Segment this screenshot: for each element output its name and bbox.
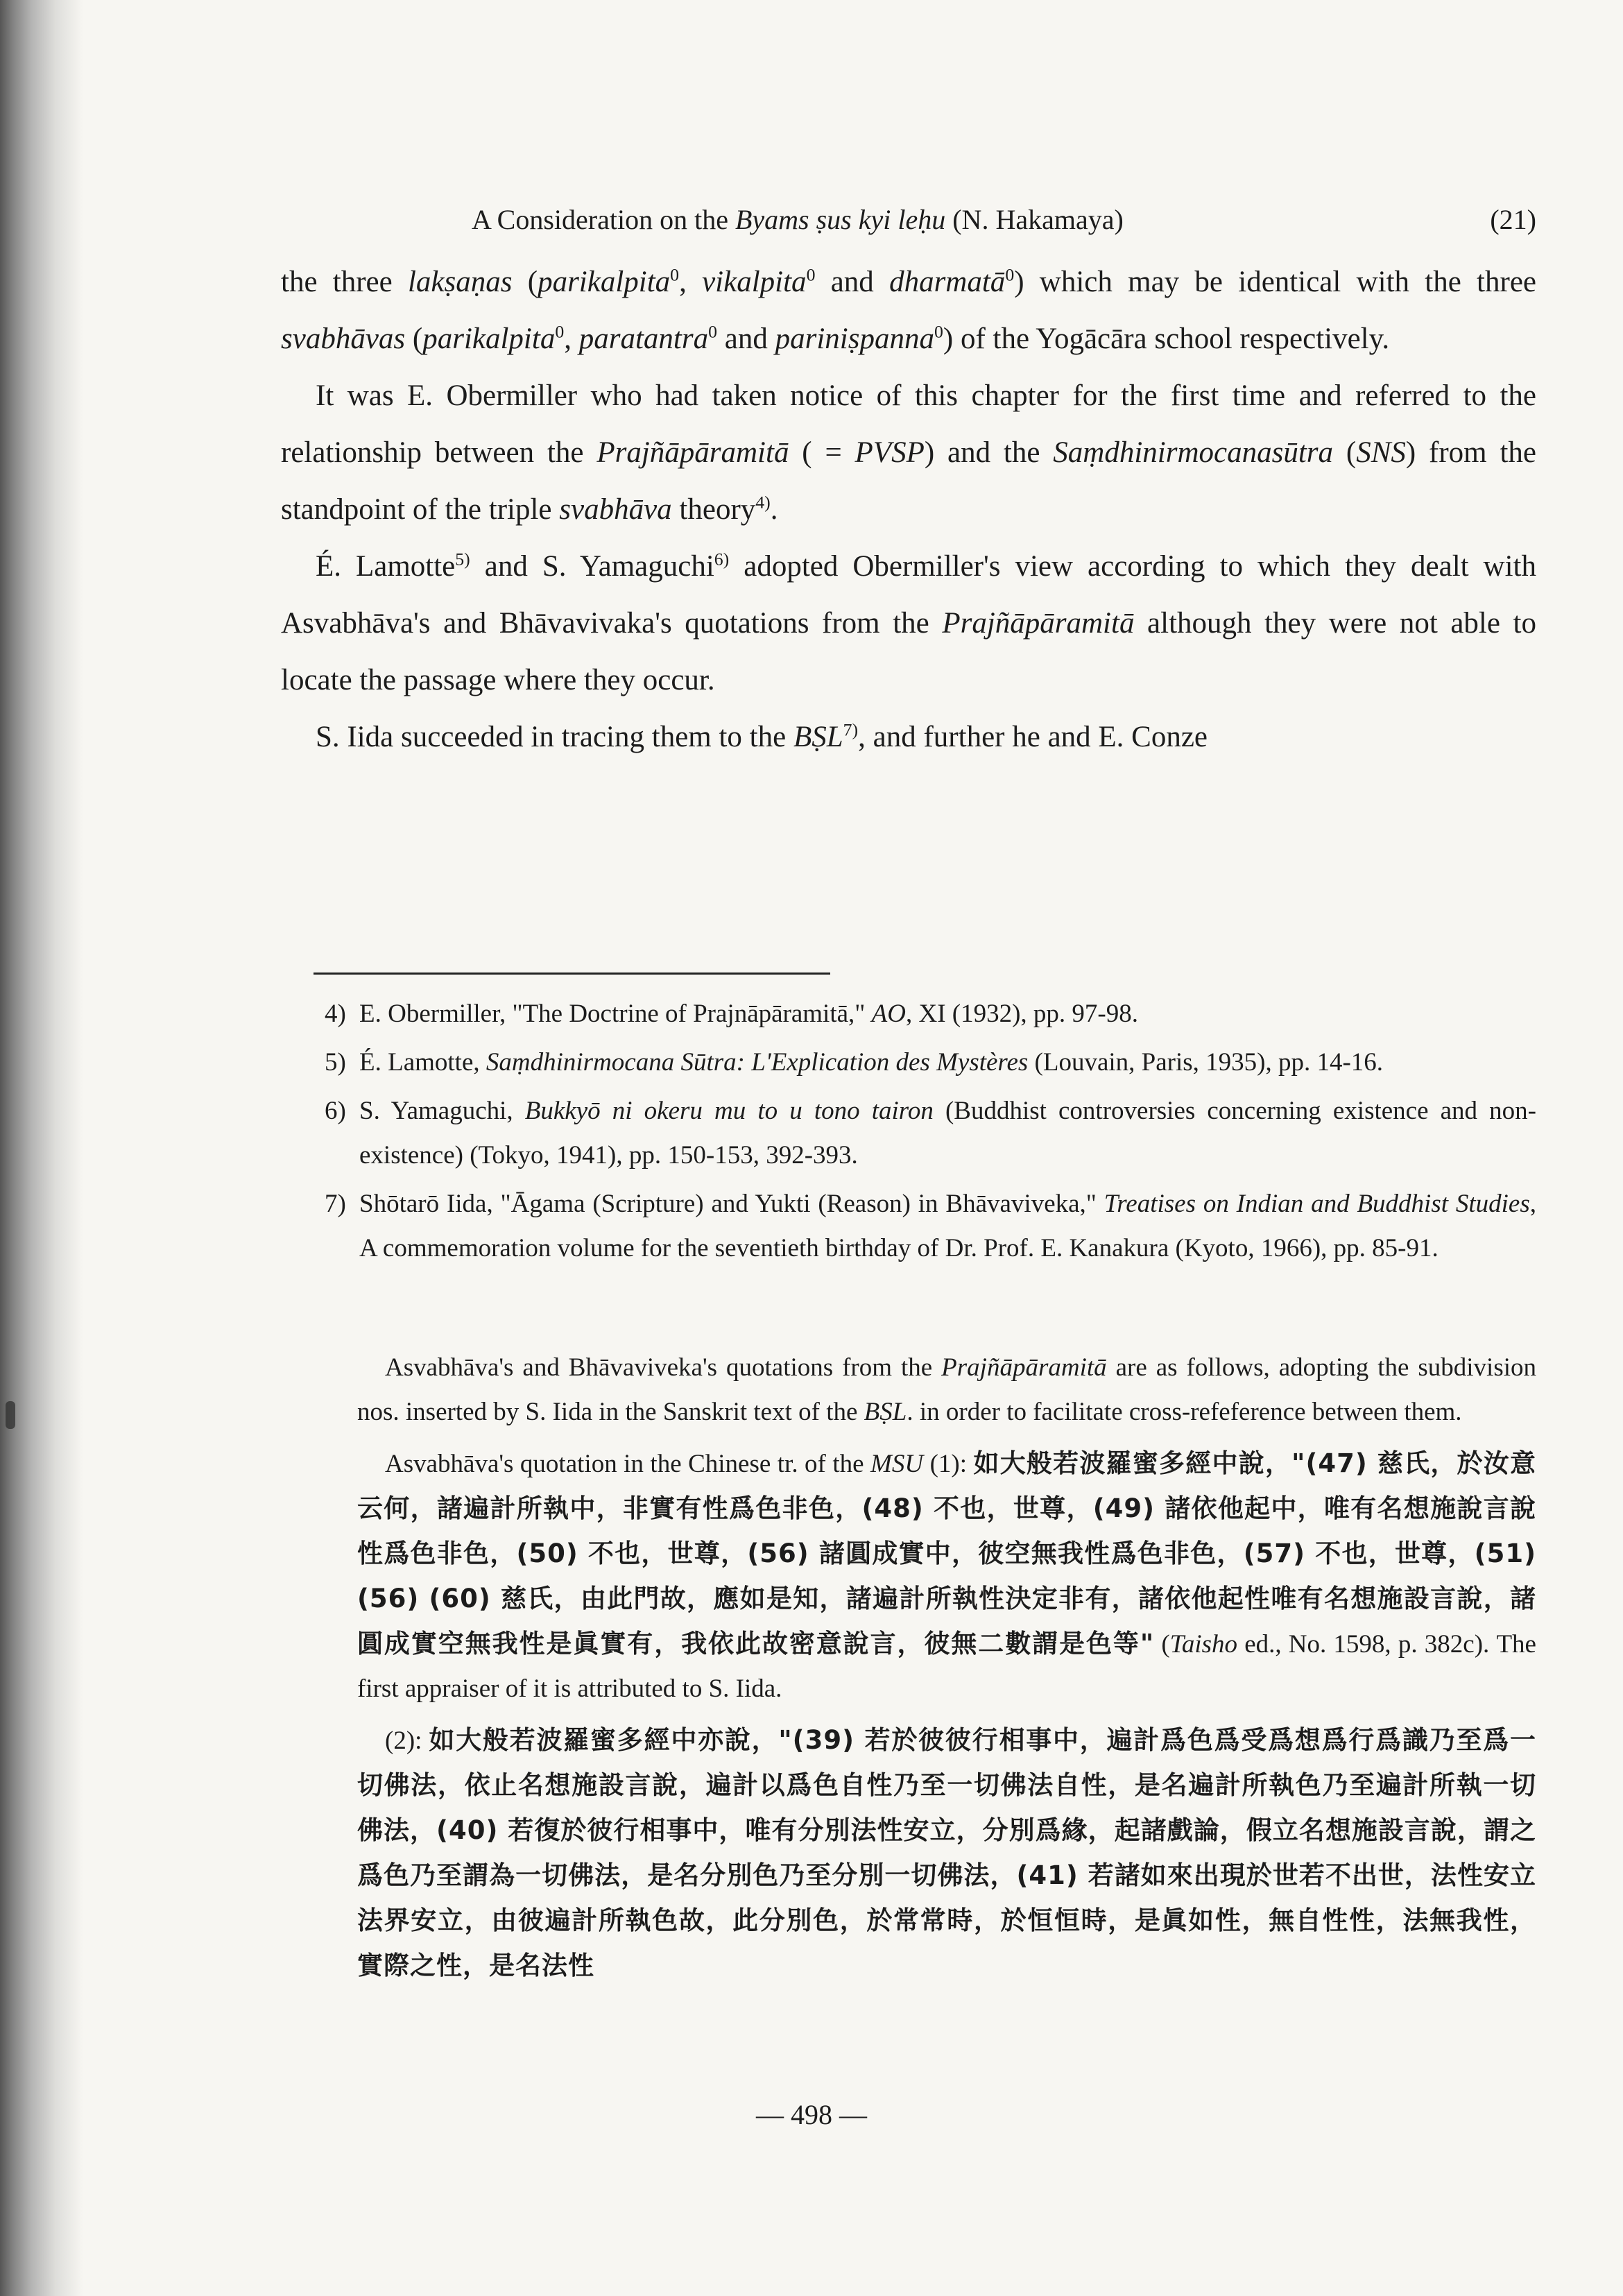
footnote-rule xyxy=(314,973,830,975)
footnote-number: 4) xyxy=(325,1000,346,1028)
footnote-ref-5[interactable]: 5) xyxy=(455,549,470,569)
footnote-ref-4[interactable]: 4) xyxy=(755,492,771,513)
note-paragraph-2: Asvabhāva's quotation in the Chinese tr. of the MSU (1): 如大般若波羅蜜多經中說，"(47) 慈氏，於汝意云何，諸遍計所執中，非實有性爲色非色，(48) 不也，世尊，(49) 諸依他起中，唯有名想施說言說性爲色非色，(50) 不也，世尊，(56) 諸圓成實中，彼空無我性爲色非色，(57) 不也，世尊，(51) (56) (60) 慈氏，由此門故，應如是知，諸遍計所執性決定非有，諸依他起性唯有名想施設言說，諸圓成實空無我性是眞實有，我依此故密意說言，彼無二數謂是色等" (Taisho ed., No. 1598, p. 382c). The first appraiser of it is attributed to S. Iida. xyxy=(357,1448,1536,1703)
footnote-ref-7[interactable]: 7) xyxy=(843,719,859,740)
running-head xyxy=(472,201,1536,239)
scan-artifact xyxy=(6,1401,15,1429)
body-text xyxy=(281,254,1536,766)
footnote-5: 5) É. Lamotte, Saṃdhinirmocana Sūtra: L'Explication des Mystères (Louvain, Paris, 1935), pp. 14-16. xyxy=(325,1040,1536,1085)
footnote-7-continuation xyxy=(357,1346,1536,1996)
body-paragraph-4: S. Iida succeeded in tracing them to the BṢL$^{7)}$, and further he and E. Conze xyxy=(316,719,1208,753)
footnote-number: 6) xyxy=(325,1097,346,1125)
footnote-number: 7) xyxy=(325,1190,346,1218)
footnote-6: 6) S. Yamaguchi, Bukkyō ni okeru mu to u tono tairon (Buddhist controversies concerning existence and non-existence) (Tokyo, 1941), pp. 150-153, 392-393. xyxy=(325,1089,1536,1178)
page-folio: — 498 — xyxy=(756,2099,867,2130)
footnote-ref-6[interactable]: 6) xyxy=(714,549,730,569)
body-paragraph-3: É. Lamotte$^{5)}$ and S. Yamaguchi$^{6)}$ adopted Obermiller's view according to which they dealt with Asvabhāva's and Bhāvavivaka's quotations from the Prajñāpāramitā although they were not able to locate the passage where they occur. xyxy=(281,549,1537,696)
body-paragraph-2: It was E. Obermiller who had taken notice of this chapter for the first time and referred to the relationship between the Prajñāpāramitā ( = PVSP) and the Saṃdhinirmocanasūtra (SNS) from the standpoint of the triple svabhāva theory$^{4)}$. xyxy=(281,379,1536,526)
note-paragraph-1: Asvabhāva's and Bhāvaviveka's quotations from the Prajñāpāramitā are as follows, adopting the subdivision nos. inserted by S. Iida in the Sanskrit text of the BṢL. in order to facilitate cross-refeference between them. xyxy=(357,1353,1536,1426)
note-paragraph-3: (2): 如大般若波羅蜜多經中亦說，"(39) 若於彼彼行相事中，遍計爲色爲受爲想爲行爲識乃至爲一切佛法，依止名想施設言說，遍計以爲色自性乃至一切佛法自性，是名遍計所執色乃至遍計所執一切佛法，(40) 若復於彼行相事中，唯有分別法性安立，分別爲緣，起諸戲論，假立名想施設言說，謂之爲色乃至謂為一切佛法，是名分別色乃至分別一切佛法，(41) 若諸如來出現於世若不出世，法性安立法界安立，由彼遍計所執色故，此分別色，於常常時，於恒恒時，是眞如性，無自性性，法無我性，實際之性，是名法性 xyxy=(357,1725,1536,1980)
footnotes xyxy=(325,992,1536,1275)
scan-shadow-edge xyxy=(0,0,83,2296)
body-paragraph-1: the three lakṣaṇas (parikalpita$^0$, vikalpita$^0$ and dharmatā$^0$) which may be identical with the three svabhāvas (parikalpita$^0$, paratantra$^0$ and pariniṣpanna$^0$) of the Yogācāra school respectively. xyxy=(281,264,1536,355)
chinese-quotation-2: 如大般若波羅蜜多經中亦說，"(39) 若於彼彼行相事中，遍計爲色爲受爲想爲行爲識乃至爲一切佛法，依止名想施設言說，遍計以爲色自性乃至一切佛法自性，是名遍計所執色乃至遍計所執一切佛法，(40) 若復於彼行相事中，唯有分別法性安立，分別爲緣，起諸戲論，假立名想施設言說，謂之爲色乃至謂為一切佛法，是名分別色乃至分別一切佛法，(41) 若諸如來出現於世若不出世，法性安立法界安立，由彼遍計所執色故，此分別色，於常常時，於恒恒時，是眞如性，無自性性，法無我性，實際之性，是名法性 xyxy=(357,1725,1536,1980)
footnote-number: 5) xyxy=(325,1048,346,1077)
running-head-title: A Consideration on the Byams ṣus kyi leḥu (N. Hakamaya) xyxy=(472,204,1124,235)
running-head-page-number: (21) xyxy=(1490,204,1536,235)
footnote-4: 4) E. Obermiller, "The Doctrine of Prajnāpāramitā," AO, XI (1932), pp. 97-98. xyxy=(325,992,1536,1036)
chinese-quotation-1: 如大般若波羅蜜多經中說，"(47) 慈氏，於汝意云何，諸遍計所執中，非實有性爲色非色，(48) 不也，世尊，(49) 諸依他起中，唯有名想施說言說性爲色非色，(50) 不也，世尊，(56) 諸圓成實中，彼空無我性爲色非色，(57) 不也，世尊，(51) (56) (60) 慈氏，由此門故，應如是知，諸遍計所執性決定非有，諸依他起性唯有名想施設言說，諸圓成實空無我性是眞實有，我依此故密意說言，彼無二數謂是色等" xyxy=(357,1448,1536,1659)
footnote-7: 7) Shōtarō Iida, "Āgama (Scripture) and Yukti (Reason) in Bhāvaviveka," Treatises on Indian and Buddhist Studies, A commemoration volume for the seventieth birthday of Dr. Prof. E. Kanakura (Kyoto, 1966), pp. 85-91. xyxy=(325,1182,1536,1271)
